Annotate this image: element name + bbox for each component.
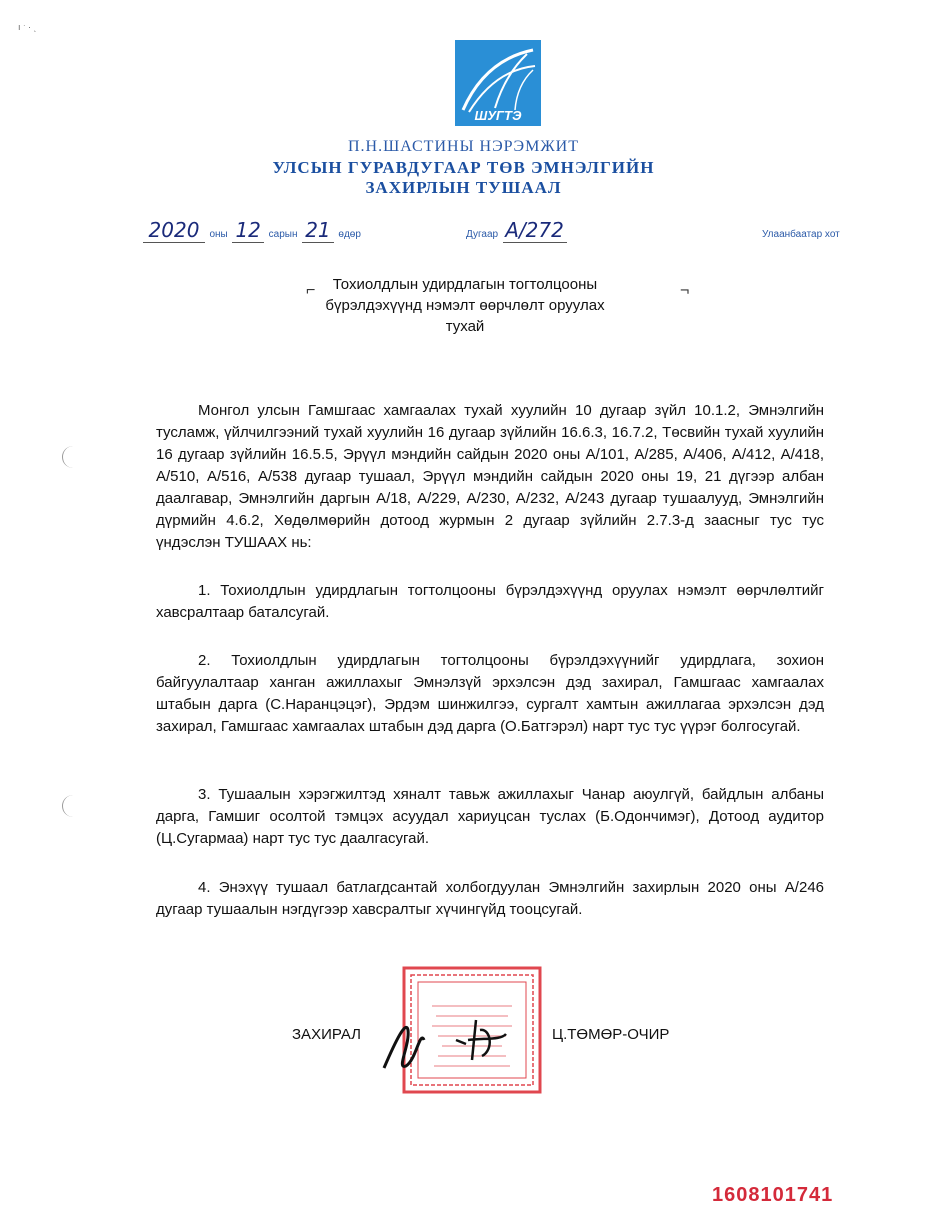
preamble: Монгол улсын Гамшгаас хамгаалах тухай хуулийн 10 дугаар зүйл 10.1.2, Эмнэлгийн тусламж, үйлчилгээний тухай хуулийн 16 дугаар зүйлийн 16.6.3, 16.7.2, Төсвийн тухай хуулийн 16 дугаар зүйлийн 16.5.5, Эрүүл мэндийн сайдын 2020 оны А/101, А/285, А/406, А/412, А/418, А/510, А/516, А/538 дугаар тушаал, Эрүүл мэндийн сайдын 2020 оны 19, 21 дүгээр албан даалгавар, Эмнэлгийн даргын А/18, А/229, А/230, А/232, А/243 дугаар тушаалууд, Эмнэлгийн дүрмийн 4.6.2, Хөдөлмөрийн дотоод журмын 2 дугаар зүйлийн 2.7.3-д заасныг тус тус үндэслэн ТУШААХ нь: [156,402,824,551]
subject-line-3: тухай [445,318,485,335]
date-month: 12 [232,218,264,243]
hospital-logo [455,40,541,126]
date-year-suffix: оны [209,229,228,240]
subject-bracket-left: ⌐ [306,282,316,299]
punch-hole [62,795,77,817]
order-item-2: 2. Тохиолдлын удирдлагын тогтолцооны бүрэлдэхүүнийг удирдлага, зохион байгуулалтаар ханган ажиллахыг Эмнэлзүй эрхэлсэн дэд захирал, Гамшгаас хамгаалах штабын дарга (С.Наранцэцэг), Эрдэм шинжилгээ, сургалт хамтын ажиллагаа эрхэлсэн дэд захирал, Гамшгаас хамгаалах штабын дэд дарга (О.Батгэрэл) нарт тус тус үүрэг болгосугай. [156,652,824,735]
date-month-suffix: сарын [268,229,298,240]
header-line-1: П.Н.ШАСТИНЫ НЭРЭМЖИТ [348,138,579,155]
header-line-2: УЛСЫН ГУРАВДУГААР ТӨВ ЭМНЭЛГИЙН [272,158,655,177]
order-item-1: 1. Тохиолдлын удирдлагын тогтолцооны бүрэлдэхүүнд оруулах нэмэлт өөрчлөлтийг хавсралтаар баталсугай. [156,582,824,621]
order-number-value: А/272 [503,218,567,243]
order-number [466,218,567,243]
director-name: Ц.ТӨМӨР-ОЧИР [552,1026,670,1043]
punch-hole [62,446,77,468]
order-number-label: Дугаар [466,229,499,240]
city: Улаанбаатар хот [762,229,840,240]
scan-speck: ı ˑ · ˎ [18,22,37,32]
date-day-suffix: өдөр [338,229,361,240]
order-item-3: 3. Тушаалын хэрэгжилтэд хяналт тавьж ажиллахыг Чанар аюулгүй, байдлын албаны дарга, Гамшиг осолтой тэмцэх асуудал хариуцсан туслах (Б.Одончимэг), Дотоод аудитор (Ц.Сугармаа) нарт тус тус даалгасугай. [156,786,824,847]
director-title: ЗАХИРАЛ [292,1026,362,1043]
date-day: 21 [302,218,334,243]
subject-bracket-right: ¬ [680,282,690,299]
header-line-3: ЗАХИРЛЫН ТУШААЛ [365,178,562,197]
subject-line-1: Тохиолдлын удирдлагын тогтолцооны [332,276,598,293]
subject-line-2: бүрэлдэхүүнд нэмэлт өөрчлөлт оруулах [325,297,605,314]
date-line [143,218,361,243]
serial-number: 1608101741 [712,1184,834,1206]
logo-text: ШУГТЭ [474,108,522,123]
order-item-4: 4. Энэхүү тушаал батлагдсантай холбогдуулан Эмнэлгийн захирлын 2020 оны А/246 дугаар тушаалын нэгдүгээр хавсралтыг хүчингүйд тооцсугай. [156,879,824,918]
date-year: 2020 [143,218,205,243]
handwritten-signature [376,1000,526,1080]
